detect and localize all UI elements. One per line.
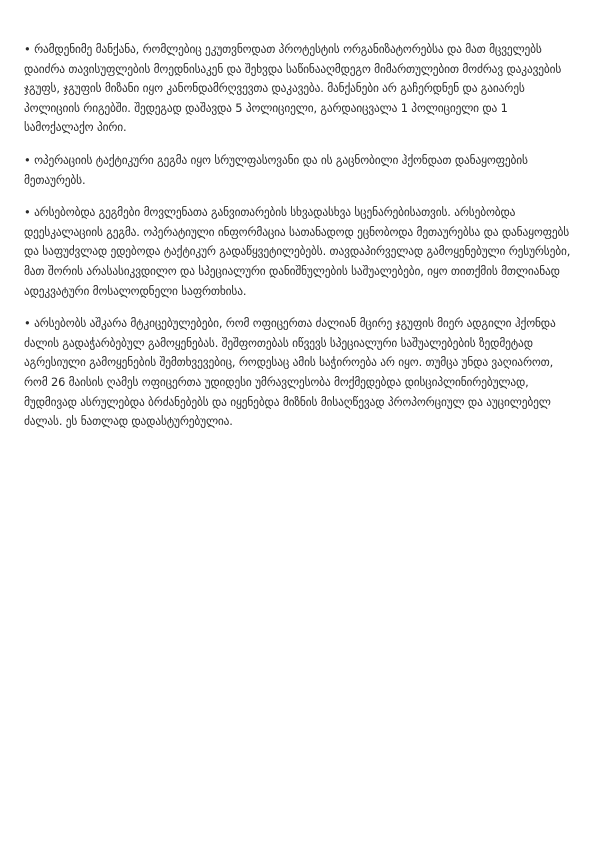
paragraph-text: არსებობდა გეგმები მოვლენათა განვითარების სხვადასხვა სცენარებისათვის. არსებობდა დეესკალაციის გეგმა. ოპერატიული ინფორმაცია სათანადოდ ეცნობოდა მეთაურებსა და დანაყოფებს და საფუძვლად ედებოდა ტაქტიკურ გადაწყვეტილებებს. თავდაპირველად გამოყენებული რესურსები, მათ შორის არასასიკვდილო და სპეციალური დანიშნულების საშუალებები, იყო თითქმის მთლიანად ადეკვატური მოსალოდნელი საფრთხისა. — [24, 205, 571, 298]
bullet-paragraph-protest-vehicles — [24, 40, 576, 138]
document-page — [24, 40, 576, 445]
bullet-icon: • — [24, 152, 31, 167]
bullet-icon: • — [24, 316, 31, 331]
bullet-paragraph-scenario-plans — [24, 203, 576, 301]
paragraph-text: ოპერაციის ტაქტიკური გეგმა იყო სრულფასოვანი და ის გაცნობილი ჰქონდათ დანაყოფების მეთაურებს. — [24, 152, 528, 187]
paragraph-text: არსებობს აშკარა მტკიცებულებები, რომ ოფიცერთა ძალიან მცირე ჯგუფის მიერ ადგილი ჰქონდა ძალის გადაჭარბებულ გამოყენებას. შეშფოთებას იწვევს სპეციალური საშუალებების ზედმეტად აგრესიული გამოყენების შემთხვევებიც, როდესაც ამის საჭიროება არ იყო. თუმცა უნდა ვაღიაროთ, რომ 26 მაისის ღამეს ოფიცერთა უდიდესი უმრავლესობა მოქმედებდა დისციპლინირებულად, მუდმივად ასრულებდა ბრძანებებს და იყენებდა მიზნის მისაღწევად პროპორციულ და აუცილებელ ძალას. ეს ნათლად დადასტურებულია. — [24, 316, 556, 429]
bullet-icon: • — [24, 42, 31, 56]
bullet-icon: • — [24, 205, 31, 220]
bullet-paragraph-tactical-plan — [24, 151, 576, 190]
bullet-paragraph-excessive-force — [24, 314, 576, 432]
paragraph-text: რამდენიმე მანქანა, რომლებიც ეკუთვნოდათ პროტესტის ორგანიზატორებსა და მათ მცველებს დაიძრა თავისუფლების მოედნისაკენ და შეხვდა საწინააღმდეგო მიმართულებით მოძრავ დაკავების ჯგუფს, ჯგუფის მიზანი იყო კანონდამრღვევთა დაკავება. მანქანები არ გაჩერდნენ და გაიარეს პოლიციის რიგებში. შედეგად დაშავდა 5 პოლიციელი, გარდაიცვალა 1 პოლიციელი და 1 სამოქალაქო პირი. — [24, 42, 562, 135]
